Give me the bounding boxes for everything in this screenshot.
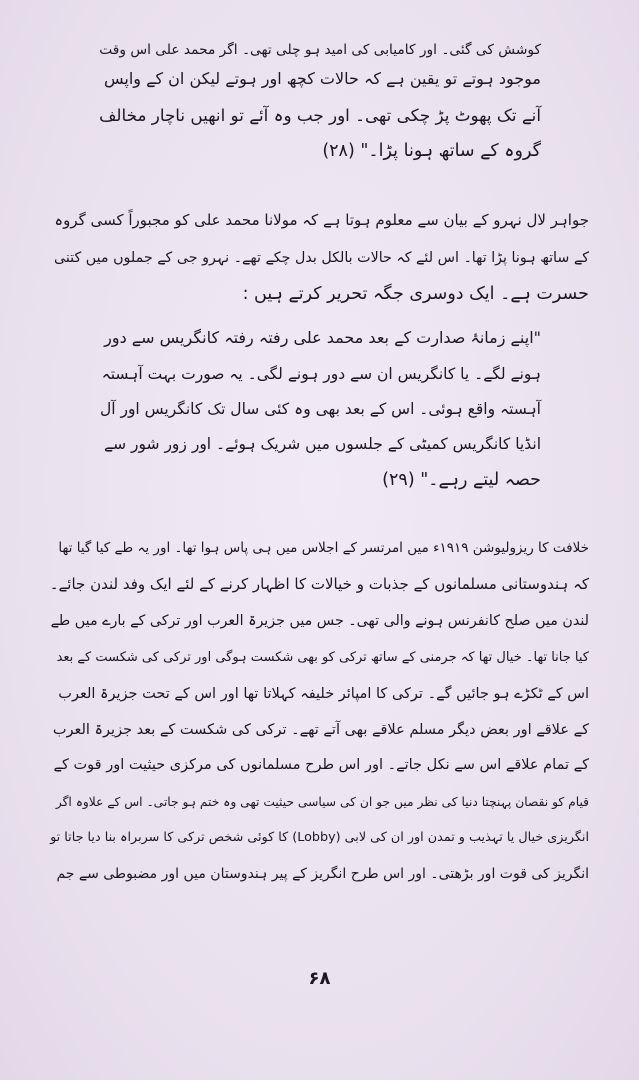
text-line: آہستہ واقع ہوئی۔ اس کے بعد بھی وہ کئی سال تک کانگریس اور آل [99, 400, 541, 418]
text-line: کہ ہندوستانی مسلمانوں کے جذبات و خیالات کا اظہار کرنے کے لئے ایک وفد لندن جائے۔ [49, 575, 589, 593]
text-line: انگریزی خیال یا تہذیب و تمدن اور ان کی لابی (Lobby) کا کوئی شخص ترکی کا سربراہ بنا دیا جاتا تو [50, 830, 589, 845]
text-line: حسرت ہے۔ ایک دوسری جگہ تحریر کرتے ہیں : [242, 284, 589, 304]
text-line: خلافت کا ریزولیوشن ۱۹۱۹ء میں امرتسر کے اجلاس میں ہی پاس ہوا تھا۔ اور یہ طے کیا گیا تھا [58, 540, 589, 556]
text-line: ہونے لگے۔ یا کانگریس ان سے دور ہونے لگی۔ یہ صورت بہت آہستہ [101, 365, 541, 383]
text-line: اس کے ٹکڑے ہو جائیں گے۔ ترکی کا امپائر خلیفہ کہلاتا تھا اور اس کے تحت جزیرۃ العرب [58, 686, 589, 702]
text-line: گروہ کے ساتھ ہونا پڑا۔" (۲۸) [322, 141, 541, 161]
text-line: حصہ لیتے رہے۔" (۲۹) [382, 470, 541, 490]
text-line: انگریز کی قوت اور بڑھتی۔ اور اس طرح انگریز کے پیر ہندوستان میں اور مضبوطی سے جم [56, 866, 589, 882]
text-line: لندن میں صلح کانفرنس ہونے والی تھی۔ جس میں جزیرۃ العرب اور ترکی کے بارے میں طے [50, 613, 589, 629]
text-line: کے علاقے اور بعض دیگر مسلم علاقے بھی آتے تھے۔ ترکی کی شکست کے بعد جزیرۃ العرب [52, 722, 589, 738]
text-line: "اپنے زمانۂ صدارت کے بعد محمد علی رفتہ رفتہ کانگریس سے دور [104, 328, 541, 347]
text-line: آنے تک پھوٹ پڑ چکی تھی۔ اور جب وہ آئے تو انھیں ناچار مخالف [99, 105, 541, 125]
text-line: کوشش کی گئی۔ اور کامیابی کی امید ہو چلی تھی۔ اگر محمد علی اس وقت [99, 42, 541, 58]
text-line: موجود ہوتے تو یقین ہے کہ حالات کچھ اور ہوتے لیکن ان کے واپس [103, 69, 541, 88]
text-line: کے تمام علاقے اس سے نکل جاتے۔ اور اس طرح مسلمانوں کی مرکزی حیثیت اور قوت کے [53, 757, 589, 773]
text-line: کیا جانا تھا۔ خیال تھا کہ جرمنی کے ساتھ ترکی کو بھی شکست ہوگی اور ترکی کی شکست کے بعد [56, 650, 589, 665]
text-line: انڈیا کانگریس کمیٹی کے جلسوں میں شریک ہوئے۔ اور زور شور سے [104, 435, 541, 453]
text-line: جواہر لال نہرو کے بیان سے معلوم ہوتا ہے کہ مولانا محمد علی کو مجبوراً کسی گروہ [54, 211, 589, 229]
text-line: قیام کو نقصان پہنچتا دنیا کی نظر میں جو ان کی سیاسی حیثیت تھی وہ ختم ہو جاتی۔ اس کے علاوہ اگر [55, 795, 589, 809]
text-line: کے ساتھ ہونا پڑا تھا۔ اس لئے کہ حالات بالکل بدل چکے تھے۔ نہرو جی کے جملوں میں کتنی [53, 250, 589, 266]
page-number: ۶۸ [308, 968, 331, 989]
